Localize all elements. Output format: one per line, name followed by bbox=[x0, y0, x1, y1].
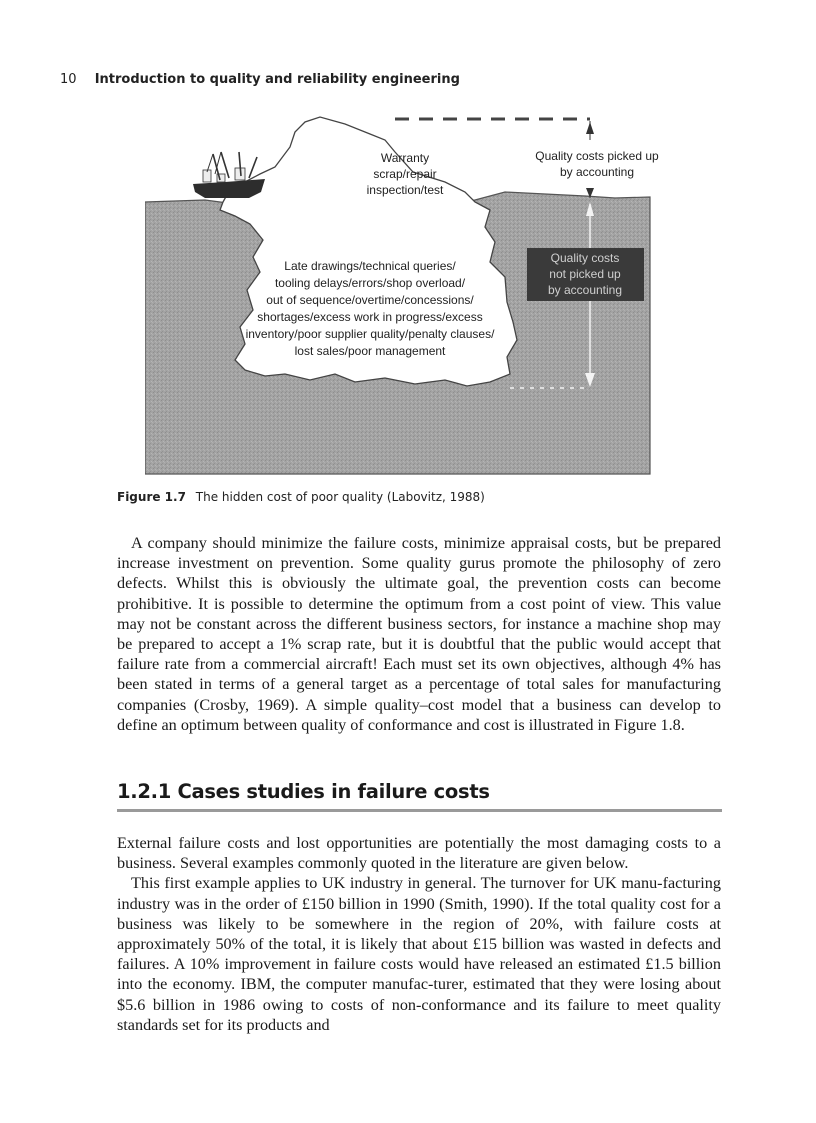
body-section-2 bbox=[117, 833, 721, 1035]
paragraph: This first example applies to UK industry in general. The turnover for UK manu-facturing industry was in the order of £150 billion in 1990 (Smith, 1990). If the total quality cost for a business was likely to be somewhere in the region of 20%, with failure costs at approximately 50% of the total, it is likely that about £15 billion was wasted in defects and failures. A 10% improvement in failure costs would have released an estimated £1.5 billion into the economy. IBM, the computer manufac-turer, estimated that they were losing about $5.6 billion in 1986 owing to costs of non-conformance and its failure to meet quality standards set for its products and bbox=[117, 874, 721, 1034]
below-water-line-2: tooling delays/errors/shop overload/ bbox=[274, 276, 466, 290]
figure-caption-text: The hidden cost of poor quality (Labovitz, 1988) bbox=[195, 490, 485, 504]
above-water-line-2: scrap/repair bbox=[373, 167, 437, 181]
not-picked-up-line-3: by accounting bbox=[547, 283, 623, 297]
below-water-line-4: shortages/excess work in progress/excess bbox=[257, 310, 483, 324]
page-number: 10 bbox=[60, 72, 77, 87]
iceberg-figure bbox=[145, 112, 675, 477]
paragraph: External failure costs and lost opportunities are potentially the most damaging costs to a business. Several examples commonly quoted in the literature are given below. bbox=[117, 834, 721, 873]
picked-up-line-1: Quality costs picked up bbox=[535, 149, 659, 163]
running-head bbox=[60, 72, 460, 87]
figure-label: Figure 1.7 bbox=[117, 490, 186, 504]
below-water-line-1: Late drawings/technical queries/ bbox=[284, 259, 456, 273]
body-section-1 bbox=[117, 533, 721, 735]
above-water-line-1: Warranty bbox=[380, 151, 430, 165]
below-water-line-5: inventory/poor supplier quality/penalty clauses/ bbox=[245, 327, 495, 341]
paragraph: A company should minimize the failure costs, minimize appraisal costs, but be prepared increase investment on prevention. Some quality gurus promote the philosophy of zero defects. Whilst this is obviously the ultimate goal, the prevention costs can become prohibitive. It is possible to determine the optimum from a cost point of view. This value may not be constant across the different business sectors, for instance a machine shop may be prepared to accept a 1% scrap rate, but it is doubtful that the public would accept that failure rate from a commercial aircraft! Each must set its own objectives, although 4% has been stated in terms of a general target as a percentage of total sales for manufacturing companies (Crosby, 1969). A simple quality–cost model that a business can develop to define an optimum between quality of conformance and cost is illustrated in Figure 1.8. bbox=[117, 534, 721, 734]
above-water-line-3: inspection/test bbox=[366, 183, 444, 197]
below-water-line-6: lost sales/poor management bbox=[294, 344, 446, 358]
picked-up-line-2: by accounting bbox=[559, 165, 635, 179]
section-heading: 1.2.1 Cases studies in failure costs bbox=[117, 780, 722, 812]
not-picked-up-line-1: Quality costs bbox=[550, 251, 620, 265]
below-water-line-3: out of sequence/overtime/concessions/ bbox=[266, 293, 474, 307]
ship-icon bbox=[193, 152, 265, 198]
figure-caption bbox=[117, 490, 485, 504]
running-title: Introduction to quality and reliability engineering bbox=[94, 72, 460, 87]
not-picked-up-line-2: not picked up bbox=[549, 267, 621, 281]
